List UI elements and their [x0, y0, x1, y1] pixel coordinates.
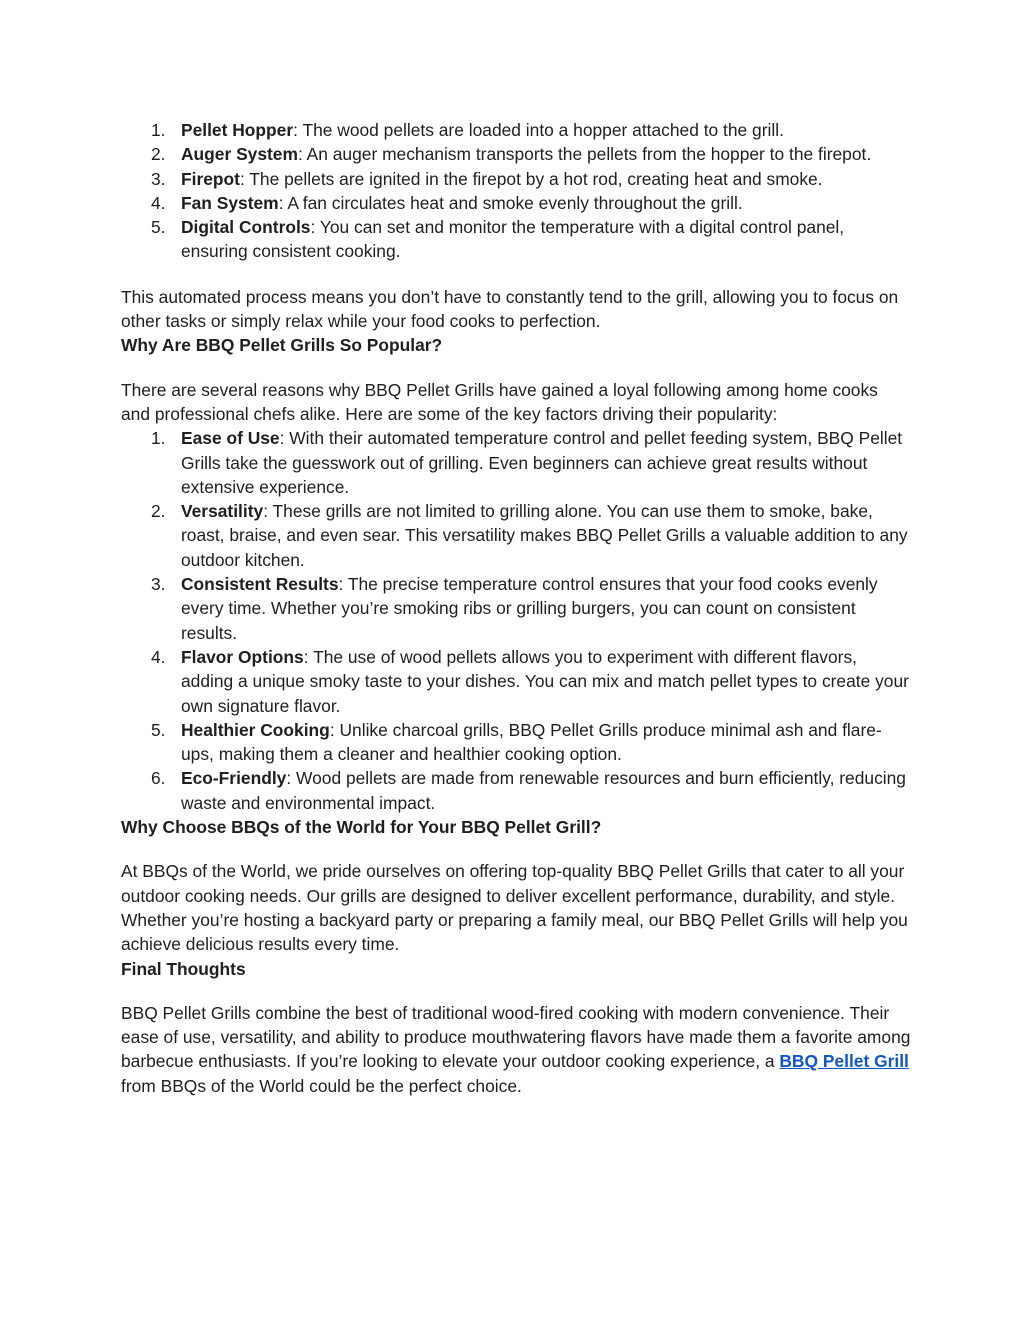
heading-final-thoughts: Final Thoughts [121, 958, 246, 979]
list-item [121, 215, 911, 264]
list-item [121, 572, 911, 645]
list-number: 3. [151, 574, 166, 595]
list-item [121, 645, 911, 718]
list-item [121, 167, 911, 191]
list-number: 4. [151, 192, 166, 213]
list-number: 1. [151, 120, 166, 140]
heading-why-choose: Why Choose BBQs of the World for Your BBQ Pellet Grill? [121, 817, 602, 838]
list-item [121, 766, 911, 815]
paragraph-reasons: There are several reasons why BBQ Pellet Grills have gained a loyal following among home cooks and professional chefs alike. Here are some of the key factors driving their popularity: [121, 379, 878, 424]
list-term: Versatility [181, 501, 264, 522]
paragraph-final [121, 1001, 911, 1098]
list-item [121, 499, 911, 572]
list-text: : The precise temperature control ensures that your food cooks evenly every time. Whether you’re smoking ribs or grilling burgers, you can count on consistent results. [181, 574, 878, 643]
list-text: : You can set and monitor the temperature with a digital control panel, ensuring consistent cooking. [181, 217, 845, 262]
list-text: : The wood pellets are loaded into a hopper attached to the grill. [293, 120, 784, 140]
heading-popularity: Why Are BBQ Pellet Grills So Popular? [121, 335, 443, 356]
list-text: : The pellets are ignited in the firepot by a hot rod, creating heat and smoke. [239, 168, 823, 189]
list-term: Consistent Results [181, 574, 339, 595]
list-item [121, 191, 911, 215]
list-number: 2. [151, 144, 166, 165]
paragraph-bbqs-of-the-world: At BBQs of the World, we pride ourselves on offering top-quality BBQ Pellet Grills that cater to all your outdoor cooking needs. Our grills are designed to deliver excellent performance, durability, and style. Whether you’re hosting a backyard party or preparing a family meal, our BBQ Pellet Grills will help you achieve delicious results every time. [121, 861, 908, 955]
list-text: : A fan circulates heat and smoke evenly throughout the grill. [278, 192, 743, 213]
list-text: : An auger mechanism transports the pellets from the hopper to the firepot. [297, 144, 872, 165]
list-term: Fan System [181, 192, 279, 213]
list-text: : Wood pellets are made from renewable resources and burn efficiently, reducing waste and environmental impact. [181, 768, 906, 813]
list-term: Flavor Options [181, 646, 304, 667]
list-term: Healthier Cooking [181, 719, 330, 740]
list-item [121, 142, 911, 166]
popularity-factors-list [121, 426, 911, 815]
list-term: Pellet Hopper [181, 120, 294, 140]
list-number: 4. [151, 646, 166, 667]
list-text: : The use of wood pellets allows you to experiment with different flavors, adding a unique smoky taste to your dishes. You can mix and match pellet types to create your own signature flavor. [181, 646, 909, 716]
document-body [121, 118, 911, 1098]
paragraph-final-text-end: from BBQs of the World could be the perfect choice. [121, 1075, 522, 1096]
list-number: 5. [151, 719, 166, 740]
list-item [121, 718, 911, 767]
list-number: 1. [151, 428, 166, 449]
paragraph-final-text: BBQ Pellet Grills combine the best of traditional wood-fired cooking with modern convenience. Their ease of use, versatility, and ability to produce mouthwatering flavors have made them a favorite among barbecue enthusiasts. If you’re looking to elevate your outdoor cooking experience, a [121, 1002, 911, 1072]
list-term: Digital Controls [181, 217, 311, 238]
list-term: Eco-Friendly [181, 768, 287, 789]
paragraph-automated-process: This automated process means you don’t have to constantly tend to the grill, allowing you to focus on other tasks or simply relax while your food cooks to perfection. [121, 286, 899, 332]
list-number: 5. [151, 217, 166, 238]
list-item [121, 426, 911, 499]
list-number: 3. [151, 168, 166, 189]
list-text: : Unlike charcoal grills, BBQ Pellet Grills produce minimal ash and flare-ups, making them a cleaner and healthier cooking option. [181, 719, 882, 765]
list-item [121, 118, 911, 142]
grill-components-list [121, 118, 911, 264]
list-term: Firepot [181, 168, 240, 189]
list-number: 2. [151, 501, 166, 522]
list-text: : These grills are not limited to grilling alone. You can use them to smoke, bake, roast, braise, and even sear. This versatility makes BBQ Pellet Grills a valuable addition to any outdoor kitchen. [181, 501, 908, 570]
list-text: : With their automated temperature control and pellet feeding system, BBQ Pellet Grills take the guesswork out of grilling. Even beginners can achieve great results without extensive experience. [181, 428, 903, 497]
bbq-pellet-grill-link[interactable]: BBQ Pellet Grill [779, 1051, 909, 1072]
list-number: 6. [151, 768, 166, 789]
list-term: Auger System [181, 144, 298, 165]
list-term: Ease of Use [181, 428, 280, 449]
